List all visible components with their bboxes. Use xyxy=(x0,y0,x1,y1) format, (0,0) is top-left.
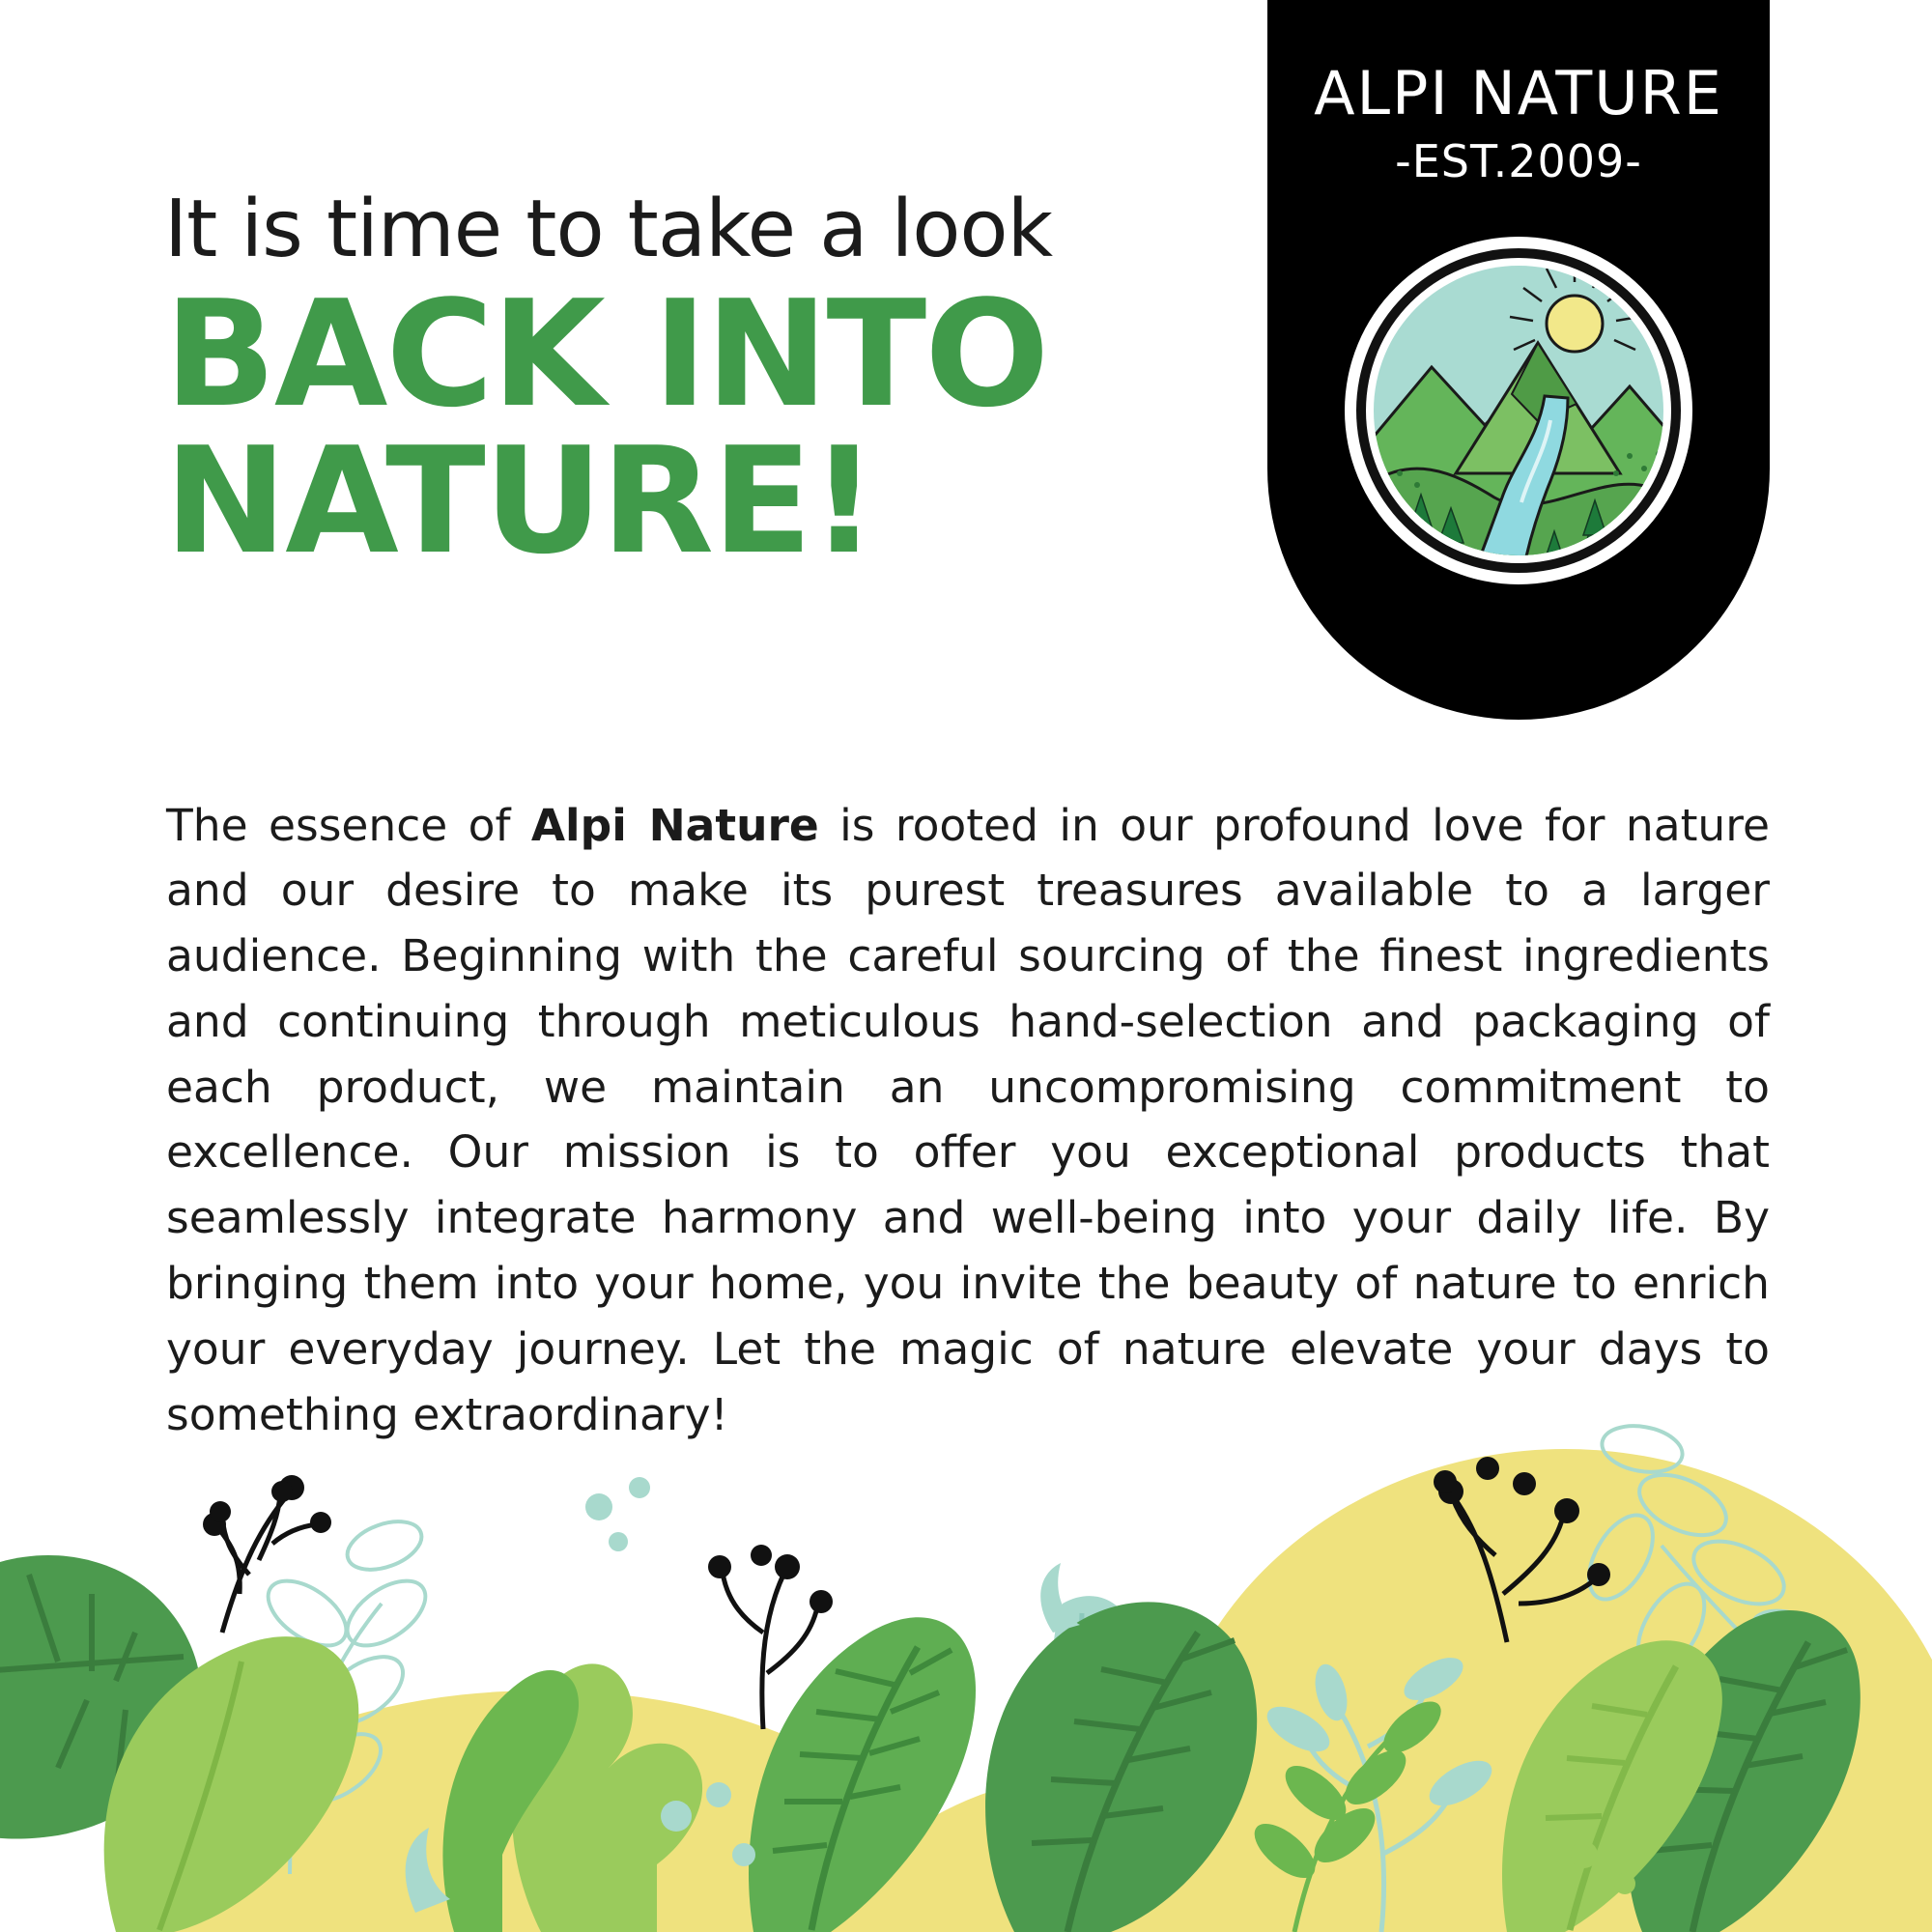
headline xyxy=(164,184,1227,587)
mountain-river-sun-emblem xyxy=(1340,232,1697,589)
brand-name: ALPI NATURE xyxy=(1314,58,1723,128)
body-part-1: The essence of xyxy=(166,799,531,851)
body-part-2: is rooted in our profound love for nature and our desire to make its purest treasures available to a larger audience. Beginning with the careful sourcing of the finest ingredients and continuing through meticulous hand-selection and packaging of each product, we maintain an uncompromising commitment to excellence. Our mission is to offer you exceptional products that seamlessly integrate harmony and well-being into your daily life. By bringing them into your home, you invite the beauty of nature to enrich your everyday journey. Let the magic of nature elevate your days to something extraordinary! xyxy=(166,799,1770,1440)
brand-established: -EST.2009- xyxy=(1395,135,1642,187)
headline-line-2: NATURE! xyxy=(164,415,876,587)
headline-line-1: BACK INTO xyxy=(164,269,1048,440)
brand-badge xyxy=(1267,0,1770,720)
body-brand-emphasis: Alpi Nature xyxy=(530,799,819,851)
headline-kicker: It is time to take a look xyxy=(164,184,1053,275)
body-paragraph xyxy=(166,793,1770,1448)
